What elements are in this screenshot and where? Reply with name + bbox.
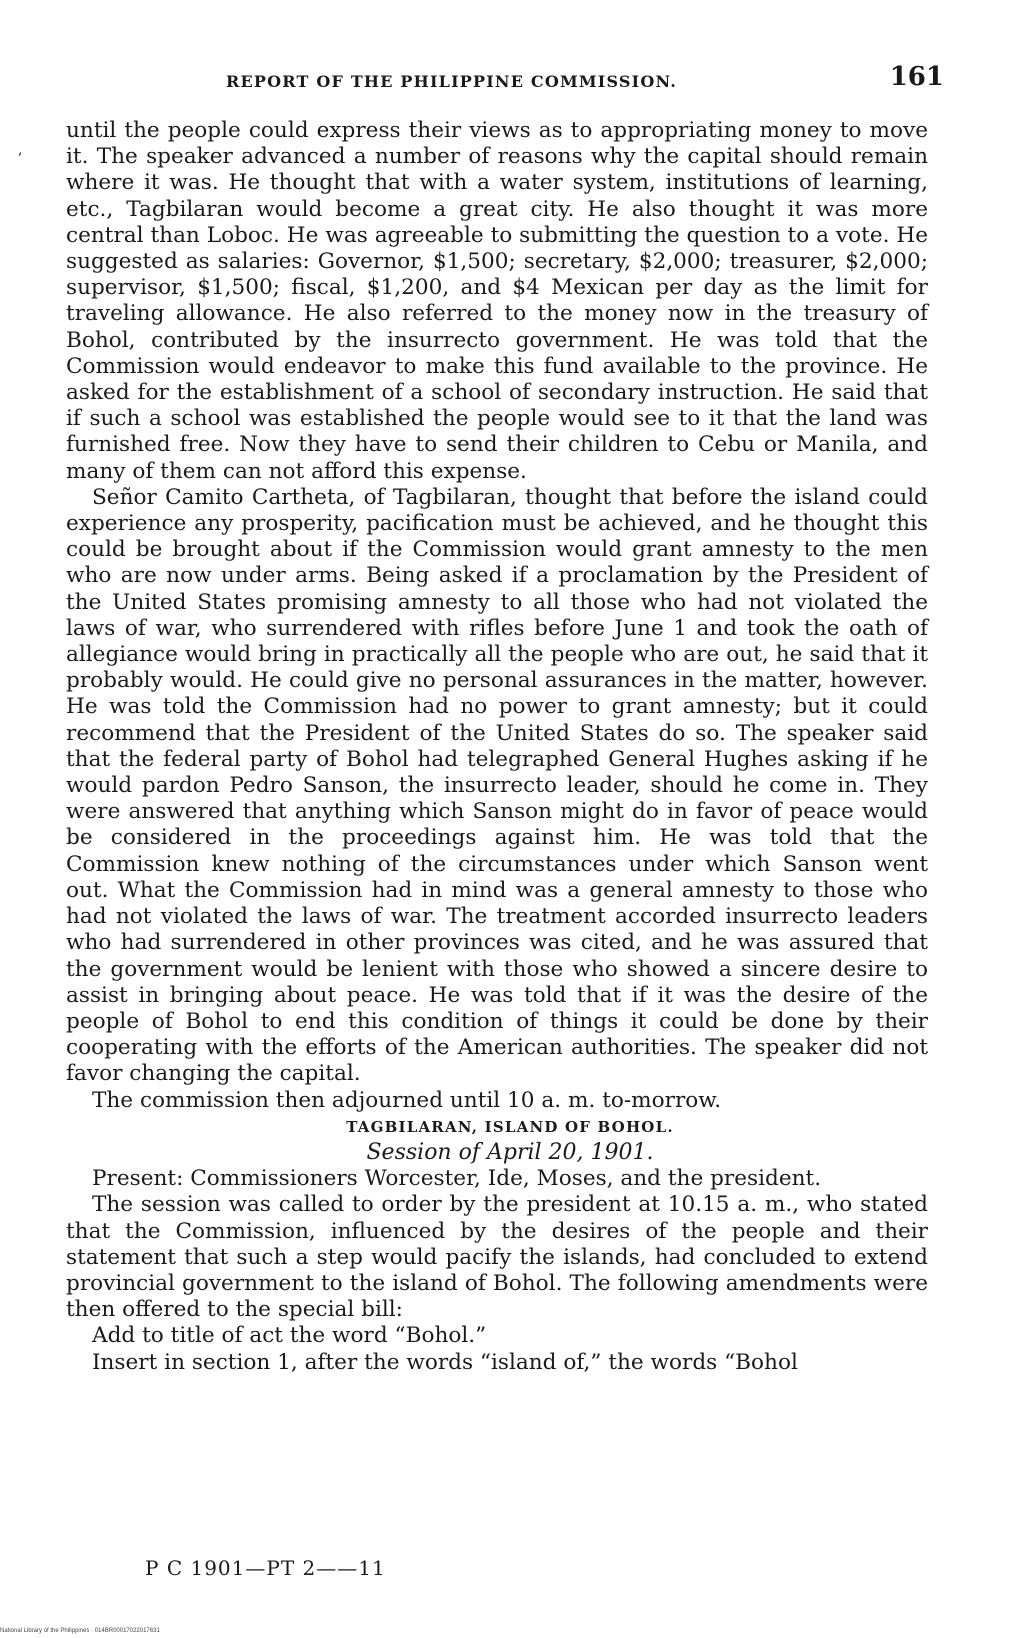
session-paragraph-2: The session was called to order by the president at 10.15 a. m., who stated that the Commission, influenced by the desires of the people and their statement that such a step would pacify the islands, had concluded to extend provincial government to the island of Bohol. The following amendments were then offered to the special bill: [66,1192,928,1323]
section-heading: TAGBILARAN, ISLAND OF BOHOL. [346,1117,674,1136]
signature-mark: P C 1901—PT 2——11 [145,1556,386,1580]
running-head: REPORT OF THE PHILIPPINE COMMISSION. [226,72,678,91]
margin-mark: , [18,142,23,158]
session-paragraph-3: Add to title of act the word “Bohol.” [92,1323,487,1349]
paragraph-2: Señor Camito Cartheta, of Tagbilaran, thought that before the island could experience any prosperity, pacification must be achieved, and he thought this could be brought about if the Commission would grant amnesty to the men who are now under arms. Being asked if a proclamation by the President of the United States promising amnesty to all those who had not violated the laws of war, who surrendered with rifles before June 1 and took the oath of allegiance would bring in practically all the people who are out, he said that it probably would. He could give no personal assurances in the matter, however. He was told the Commission had no power to grant amnesty; but it could recommend that the President of the United States do so. The speaker said that the federal party of Bohol had telegraphed General Hughes asking if he would pardon Pedro Sanson, the insurrecto leader, should he come in. They were answered that anything which Sanson might do in favor of peace would be considered in the proceedings against him. He was told that the Commission knew nothing of the circumstances under which Sanson went out. What the Commission had in mind was a general amnesty to those who had not violated the laws of war. The treatment accorded insurrecto leaders who had surrendered in other provinces was cited, and he was assured that the government would be lenient with those who showed a sincere desire to assist in bringing about peace. He was told that if it was the desire of the people of Bohol to end this condition of things it could be done by their cooperating with the efforts of the American authorities. The speaker did not favor changing the capital. [66,484,928,1087]
session-paragraph-4: Insert in section 1, after the words “island of,” the words “Bohol [92,1349,798,1375]
page-body [66,118,928,1376]
page-header [66,62,944,98]
paragraph-1: until the people could express their views as to appropriating money to move it. The speaker advanced a number of reasons why the capital should remain where it was. He thought that with a water system, institutions of learning, etc., Tagbilaran would become a great city. He also thought it was more central than Loboc. He was agreeable to submitting the question to a vote. He suggested as salaries: Governor, $1,500; secretary, $2,000; treasurer, $2,000; supervisor, $1,500; fiscal, $1,200, and $4 Mexican per day as the limit for traveling allowance. He also referred to the money now in the treasury of Bohol, contributed by the insurrecto government. He was told that the Commission would endeavor to make this fund available to the province. He asked for the establishment of a school of secondary instruction. He said that if such a school was established the people would see to it that the land was furnished free. Now they have to send their children to Cebu or Manila, and many of them can not afford this expense. [66,118,928,484]
session-heading: Session of April 20, 1901. [366,1139,654,1165]
page-number: 161 [889,62,944,92]
scan-footer: National Library of the Philippines · 014BR00017022017631 [0,1628,160,1634]
paragraph-3: The commission then adjourned until 10 a. m. to-morrow. [92,1087,722,1113]
session-paragraph-1: Present: Commissioners Worcester, Ide, Moses, and the president. [92,1166,822,1192]
